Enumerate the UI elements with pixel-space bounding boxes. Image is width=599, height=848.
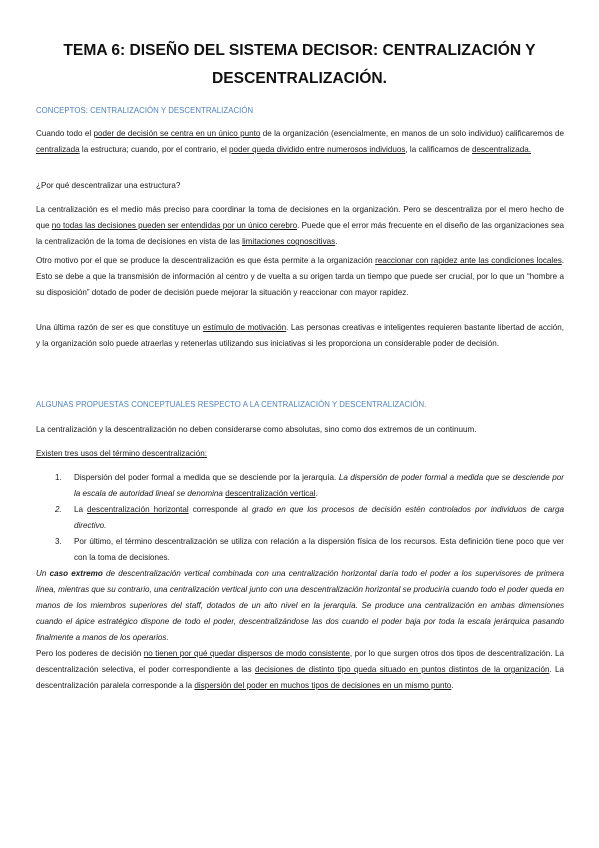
list-number: 1. xyxy=(55,473,62,482)
list-item xyxy=(36,470,564,502)
italic-run: de descentralización vertical combinada con una centralización horizontal daría todo el poder a los supervisores de primera línea, mientras que su contrario, una centralización vertical junto con una descentralización horizontal se produciría cuando todo el poder queda en manos de los miembros superiores del staff, dotados de un alto nivel en la jerarquía. Se produce una centralización en ambas dimensiones cuando el ápice estratégico dispone de todo el poder, descentralizándose las dos cuando el poder baja por toda la escala jerárquica pasando finalmente a manos de los operarios. xyxy=(36,569,564,642)
text-run: corresponde al xyxy=(188,505,253,514)
list-intro: Existen tres usos del término descentralización: xyxy=(36,449,207,458)
text-run: de la organización (esencialmente, en manos de un solo individuo) calificaremos de xyxy=(260,129,565,138)
paragraph-decentralization-types xyxy=(36,646,564,694)
page-title: TEMA 6: DISEÑO DEL SISTEMA DECISOR: CENTRALIZACIÓN Y DESCENTRALIZACIÓN. xyxy=(63,42,536,87)
paragraph-rapid-reaction xyxy=(36,253,564,301)
italic-run: Un xyxy=(36,569,50,578)
list-item xyxy=(36,502,564,534)
text-run: La centralización es el medio más preciso para coordinar la toma de decisiones en la organización. Pero se descentraliza por el mero hecho de que xyxy=(36,205,564,230)
text-run: Otro motivo por el que se produce la descentralización es que ésta permite a la organización xyxy=(36,256,376,265)
underlined-term: descentralización vertical xyxy=(225,489,316,498)
text-run: Cuando todo el xyxy=(36,129,94,138)
text-run: , por lo que surgen otros dos tipos de descentralización. La descentralización selectiva, el poder correspondiente a las xyxy=(36,649,565,674)
underlined-term: estímulo de motivación xyxy=(202,323,287,332)
italic-run: grado en que los procesos de decisión estén controlados por individuos de carga directivo. xyxy=(74,505,564,530)
text-run: Dispersión del poder formal a medida que se desciende por la jerarquía. xyxy=(74,473,339,482)
underlined-term: poder de decisión se centra en un único punto xyxy=(93,129,261,138)
section-heading-propuestas: ALGUNAS PROPUESTAS CONCEPTUALES RESPECTO A LA CENTRALIZACIÓN Y DESCENTRALIZACIÓN. xyxy=(36,400,427,409)
question-heading: ¿Por qué descentralizar una estructura? xyxy=(36,181,181,190)
text-run: Pero los poderes de decisión xyxy=(36,649,144,658)
uses-list xyxy=(36,470,564,566)
section-heading-conceptos: CONCEPTOS: CENTRALIZACIÓN Y DESCENTRALIZACIÓN xyxy=(36,106,254,115)
underlined-term: descentralizada. xyxy=(472,145,531,154)
text-run: . xyxy=(335,237,338,246)
text-run: . Las personas creativas e inteligentes requieren bastante libertad de acción, y la organización solo puede atraerlas y retenerlas utilizando sus iniciativas si les proporciona un considerable poder de decisión. xyxy=(36,323,564,348)
underlined-term: descentralización horizontal xyxy=(87,505,189,514)
underlined-term: reaccionar con rapidez ante las condiciones locales xyxy=(375,256,562,265)
underlined-term: no tienen por qué quedar dispersos de modo consistente xyxy=(143,649,350,658)
underlined-term: no todas las decisiones pueden ser entendidas por un único cerebro xyxy=(51,221,298,230)
text-run: . Puede que el error más frecuente en el diseño de las organizaciones sea la centralización de la toma de decisiones en vista de las xyxy=(36,221,564,246)
bold-term: caso extremo xyxy=(49,569,103,578)
list-number: 2. xyxy=(55,505,62,514)
italic-run: La dispersión de poder formal a medida que se desciende por la escala de autoridad lineal se denomina xyxy=(74,473,564,498)
text-run: . Esto se debe a que la transmisión de información al centro y de vuelta a su origen tarda un tiempo que puede ser crucial, por lo que un “hombre a su disposición” dotado de poder de decisión puede mejorar la situación y reaccionar con mayor rapidez. xyxy=(36,256,564,297)
text-run: , la calificamos de xyxy=(405,145,472,154)
underlined-term: decisiones de distinto tipo queda situado en puntos distintos de la organización xyxy=(254,665,550,674)
text-run: . xyxy=(315,489,318,498)
text-run: la estructura; cuando, por el contrario, el xyxy=(79,145,230,154)
text-run: Por último, el término descentralización se utiliza con relación a la dispersión física de los recursos. Esta definición tiene poco que ver con la toma de decisiones. xyxy=(74,537,564,562)
text-run: . La descentralización paralela corresponde a la xyxy=(36,665,564,690)
paragraph-motivation xyxy=(36,320,564,352)
list-number: 3. xyxy=(55,537,62,546)
paragraph-extreme-case xyxy=(36,566,564,646)
paragraph-definition xyxy=(36,126,564,158)
underlined-term: dispersión del poder en muchos tipos de decisiones en un mismo punto xyxy=(194,681,452,690)
paragraph-continuum: La centralización y la descentralización no deben considerarse como absolutas, sino como dos extremos de un continuum. xyxy=(36,425,477,434)
paragraph-why-decentralize xyxy=(36,202,564,250)
underlined-term: limitaciones cognoscitivas xyxy=(242,237,336,246)
text-run: . xyxy=(451,681,454,690)
underlined-term: centralizada xyxy=(36,145,80,154)
list-item xyxy=(36,534,564,566)
text-run: La xyxy=(74,505,88,514)
text-run: Una última razón de ser es que constituye un xyxy=(36,323,203,332)
underlined-term: poder queda dividido entre numerosos individuos xyxy=(229,145,406,154)
